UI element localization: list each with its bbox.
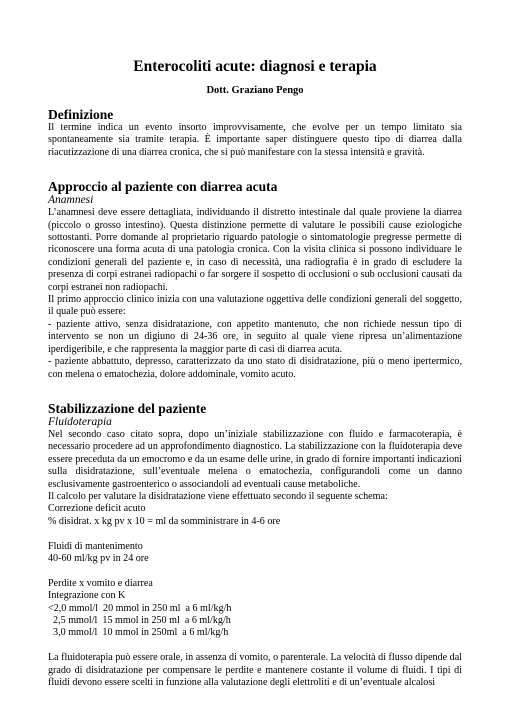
dehydration-schema (48, 503, 462, 639)
schema-line: 40-60 ml/kg pv in 24 ore (48, 552, 149, 564)
paragraph: Il termine indica un evento insorto improvvisamente, che evolve per un tempo limitato sia spontaneamente sia tramite terapia. È importante saper distinguere questo tipo di diarrea dalla riacutizzazione di una diarrea cronica, che si può manifestare con la stessa intensità e gravità. (48, 122, 462, 158)
schema-line: Correzione deficit acuto (48, 503, 146, 515)
document-page (48, 58, 462, 689)
paragraph: Il primo approccio clinico inizia con una valutazione oggettiva delle condizioni generali del soggetto, il quale può essere: (48, 294, 462, 318)
list-item: - paziente attivo, senza disidratazione, con appetito mantenuto, che non richiede nessun tipo di intervento se non un digiuno di 24-36 ore, in seguito al quale viene ripresa un’alimentazione iperdigeribile, e che rappresenta la maggior parte di casi di diarrea acuta. (48, 318, 462, 355)
section-heading-approccio: Approccio al paziente con diarrea acuta (48, 179, 278, 195)
schema-line: Perdite x vomito e diarrea (48, 577, 153, 589)
section-heading-stabilizzazione: Stabilizzazione del paziente (48, 400, 207, 416)
schema-line: % disidrat. x kg pv x 10 = ml da somministrare in 4-6 ore (48, 515, 281, 527)
schema-line: Integrazione con K (48, 590, 126, 602)
paragraph: Il calcolo per valutare la disidratazione viene effettuato secondo il seguente schema: (48, 490, 388, 502)
subheading-fluidoterapia: Fluidoterapia (48, 415, 112, 428)
paragraph: Nel secondo caso citato sopra, dopo un’iniziale stabilizzazione con fluido e farmacoterapia, è necessario procedere ad un approfondimento diagnostico. La stabilizzazione con la fluidoterapia deve essere preceduta da un emocromo e da un esame delle urine, in grado di fornire importanti indicazioni sulla disidratazione, sull’eventuale melena o ematochezia, configurandoli come un danno esclusivamente gastroenterico o associandoli ad eventuali cause metaboliche. (48, 428, 462, 490)
document-author: Dott. Graziano Pengo (206, 85, 304, 96)
document-title: Enterocoliti acute: diagnosi e terapia (133, 58, 377, 75)
schema-line: 2,5 mmol/l 15 mmol in 250 ml a 6 ml/kg/h (48, 614, 231, 626)
section-heading-definizione: Definizione (48, 107, 114, 122)
list-item: - paziente abbattuto, depresso, caratterizzato da uno stato di disidratazione, più o meno ipertermico, con melena o ematochezia, dolore addominale, vomito acuto. (48, 356, 462, 380)
schema-line: <2,0 mmol/l 20 mmol in 250 ml a 6 ml/kg/h (48, 602, 232, 614)
schema-line: Fluidi di mantenimento (48, 540, 143, 552)
schema-line: 3,0 mmol/l 10 mmol in 250ml a 6 ml/kg/h (48, 627, 229, 639)
paragraph: L’anamnesi deve essere dettagliata, individuando il distretto intestinale dal quale proviene la diarrea (piccolo o grosso intestino). Questa distinzione permette di valutare le possibili cause eziologiche sottostanti. Porre domande al proprietario riguardo patologie o sintomatologie pregresse permette di riconoscere una forma acuta di una patologia cronica. Con la visita clinica si possono individuare le condizioni generali del paziente e, in caso di necessità, una radiografia è in grado di escludere la presenza di corpi estranei radiopachi o far sorgere il sospetto di occlusioni o sub occlusioni causati da corpi estranei non radiopachi. (48, 207, 462, 293)
paragraph: La fluidoterapia può essere orale, in assenza di vomito, o parenterale. La velocità di flusso dipende dal grado di disidratazione per compensare le perdite e mantenere costante il volume di fluidi. I tipi di fluidi devono essere scelti in funzione alla valutazione degli elettroliti e di un’eventuale alcalosi (48, 652, 462, 688)
subheading-anamnesi: Anamnesi (48, 194, 94, 207)
